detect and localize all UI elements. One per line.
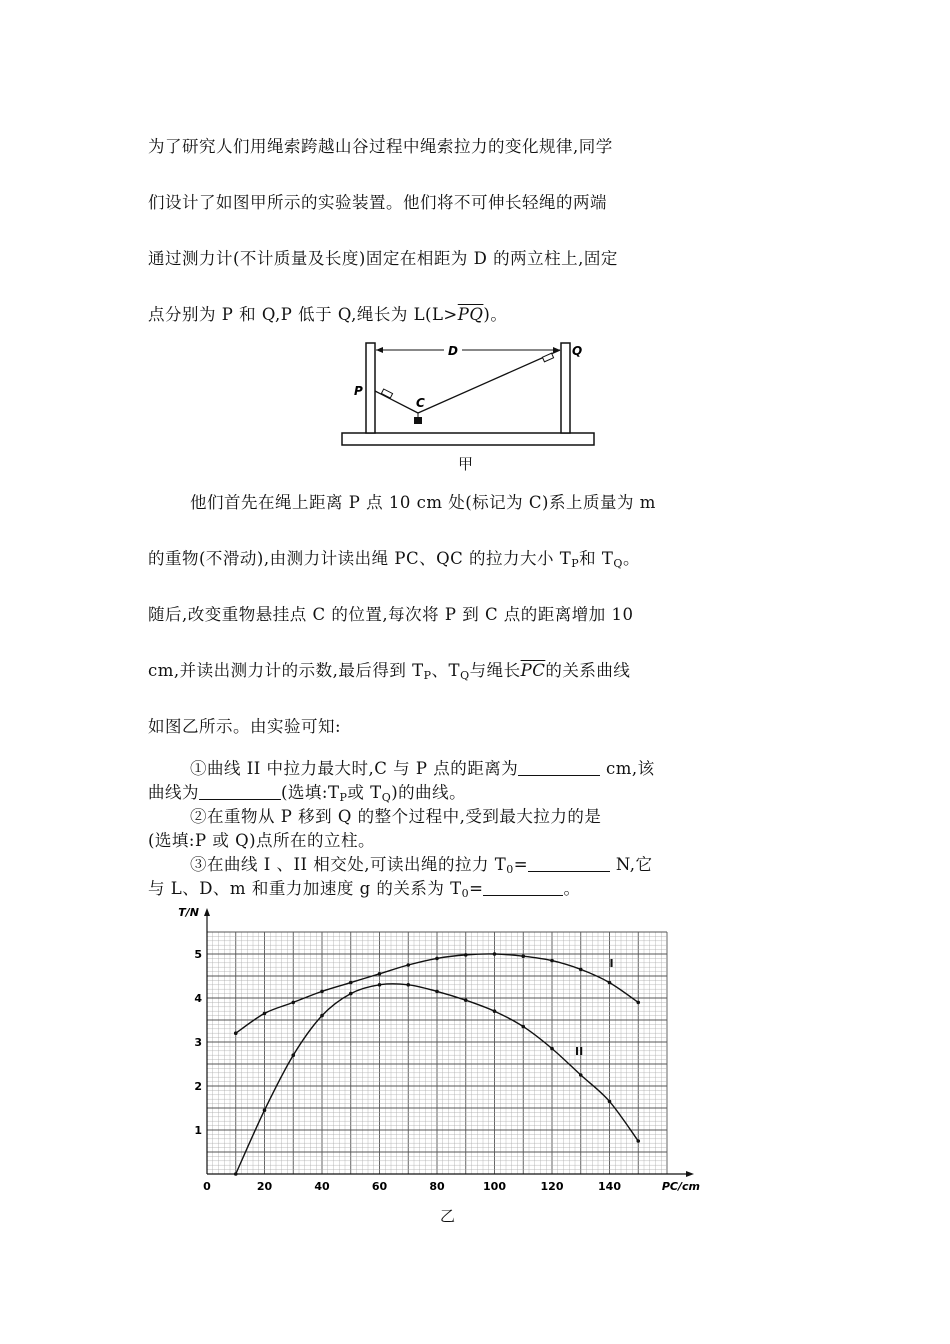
base-plate [342,433,594,445]
para1-line1: 为了研究人们用绳索跨越山谷过程中绳索拉力的变化规律,同学 [148,137,613,156]
x-tick-label: 40 [314,1180,330,1193]
data-point-II [349,992,353,996]
label-d: D [448,344,458,358]
data-point-I [636,1001,640,1005]
question-2-line1: ②在重物从 P 移到 Q 的整个过程中,受到最大拉力的是 [190,807,602,826]
x-tick-label: 20 [256,1180,273,1193]
label-q: Q [572,344,583,358]
data-point-II [579,1073,583,1077]
data-point-I [320,990,324,994]
question-3-line2: 与 L、D、m 和重力加速度 g 的关系为 $T_0=$ 。 [148,879,581,900]
chart-axes [204,908,694,1177]
y-tick-label: 5 [194,948,202,961]
data-point-II [608,1100,612,1104]
answer-blank-2[interactable] [199,785,281,800]
data-point-I [378,972,382,976]
data-point-II [234,1172,238,1176]
question-2-line2: (选填:P 或 Q)点所在的立柱。 [148,831,376,850]
para1-line3: 通过测力计(不计质量及长度)固定在相距为 D 的两立柱上,固定 [148,249,618,268]
para1-line4-end: )。 [483,305,508,324]
para1-line4-text: 点分别为 P 和 Q,P 低于 Q,绳长为 L(L> [148,305,458,324]
data-point-II [320,1014,324,1018]
y-axis-label: T/N [178,906,199,919]
x-tick-label: 100 [483,1180,506,1193]
rope-qc [418,350,560,413]
data-point-I [349,981,353,985]
para2-line4: cm,并读出测力计的示数,最后得到 $T_P$、$T_Q$与绳长$\overline{PC}$的关系曲线 [148,661,631,682]
data-point-I [435,957,439,961]
x-axis-arrow [686,1171,694,1177]
para1-line4 [148,301,507,325]
pq-overline: $\overline{PQ}$ [457,305,484,324]
data-point-II [550,1047,554,1051]
data-point-I [521,954,525,958]
data-point-I [234,1031,238,1035]
data-point-I [464,953,468,957]
data-point-II [521,1025,525,1029]
tension-chart [178,902,705,1202]
data-point-I [406,963,410,967]
y-tick-label: 3 [194,1036,202,1049]
data-point-II [406,983,410,987]
answer-blank-1[interactable] [518,761,600,776]
para2-line5: 如图乙所示。由实验可知: [148,717,342,736]
question-1-line2: 曲线为 (选填$:T_P$或 $T_Q$)的曲线。 [148,783,467,804]
answer-blank-4[interactable] [483,881,563,896]
right-pillar [561,343,570,433]
force-meter-p [381,389,392,398]
data-point-I [263,1012,267,1016]
question-3-line1: ③在曲线 I 、II 相交处,可读出绳的拉力 $T_0= N$,它 [190,855,653,876]
x-tick-label: 80 [429,1180,445,1193]
chart-grid [207,932,667,1174]
data-point-II [493,1009,497,1013]
data-point-II [291,1053,295,1057]
x-tick-label: 60 [371,1180,388,1193]
y-tick-label: 4 [194,992,202,1005]
y-axis-arrow [204,908,210,916]
y-tick-label: 2 [194,1080,202,1093]
series-label-II: II [575,1045,584,1059]
data-point-I [608,981,612,985]
data-point-I [579,968,583,972]
para2-line3: 随后,改变重物悬挂点 C 的位置,每次将 P 到 C 点的距离增加 10 [148,605,634,624]
data-point-II [636,1139,640,1143]
answer-blank-3[interactable] [528,857,610,872]
x-axis-label: PC/cm [661,1180,700,1193]
x-tick-label: 140 [598,1180,621,1193]
data-point-II [263,1108,267,1112]
x-tick-label: 0 [203,1180,211,1193]
data-point-II [464,998,468,1002]
hanging-weight [414,417,422,424]
data-point-II [435,990,439,994]
left-pillar [366,343,375,433]
arrow-left [376,347,383,353]
label-c: C [416,396,425,410]
force-meter-q [542,353,553,362]
question-1-line1: ①曲线 II 中拉力最大时,C 与 P 点的距离为 cm,该 [190,759,655,778]
data-point-I [291,1001,295,1005]
series-label-I: I [609,957,614,971]
rope-pc [375,391,418,413]
para1-line2: 们设计了如图甲所示的实验装置。他们将不可伸长轻绳的两端 [148,193,607,212]
para2-line1: 他们首先在绳上距离 P 点 10 cm 处(标记为 C)系上质量为 m [190,493,656,512]
figure-a-caption: 甲 [458,455,474,473]
label-p: P [354,384,363,398]
figure-b-caption: 乙 [440,1207,456,1225]
x-tick-label: 120 [540,1180,564,1193]
para2-line2: 的重物(不滑动),由测力计读出绳 PC、QC 的拉力大小 $T_P$和 $T_Q$。 [148,549,640,570]
y-tick-label: 1 [194,1124,202,1137]
data-point-I [493,952,497,956]
data-point-I [550,959,554,963]
pc-overline: $\overline{PC}$ [520,661,546,680]
chart-labels [178,906,700,1193]
data-point-II [378,983,382,987]
